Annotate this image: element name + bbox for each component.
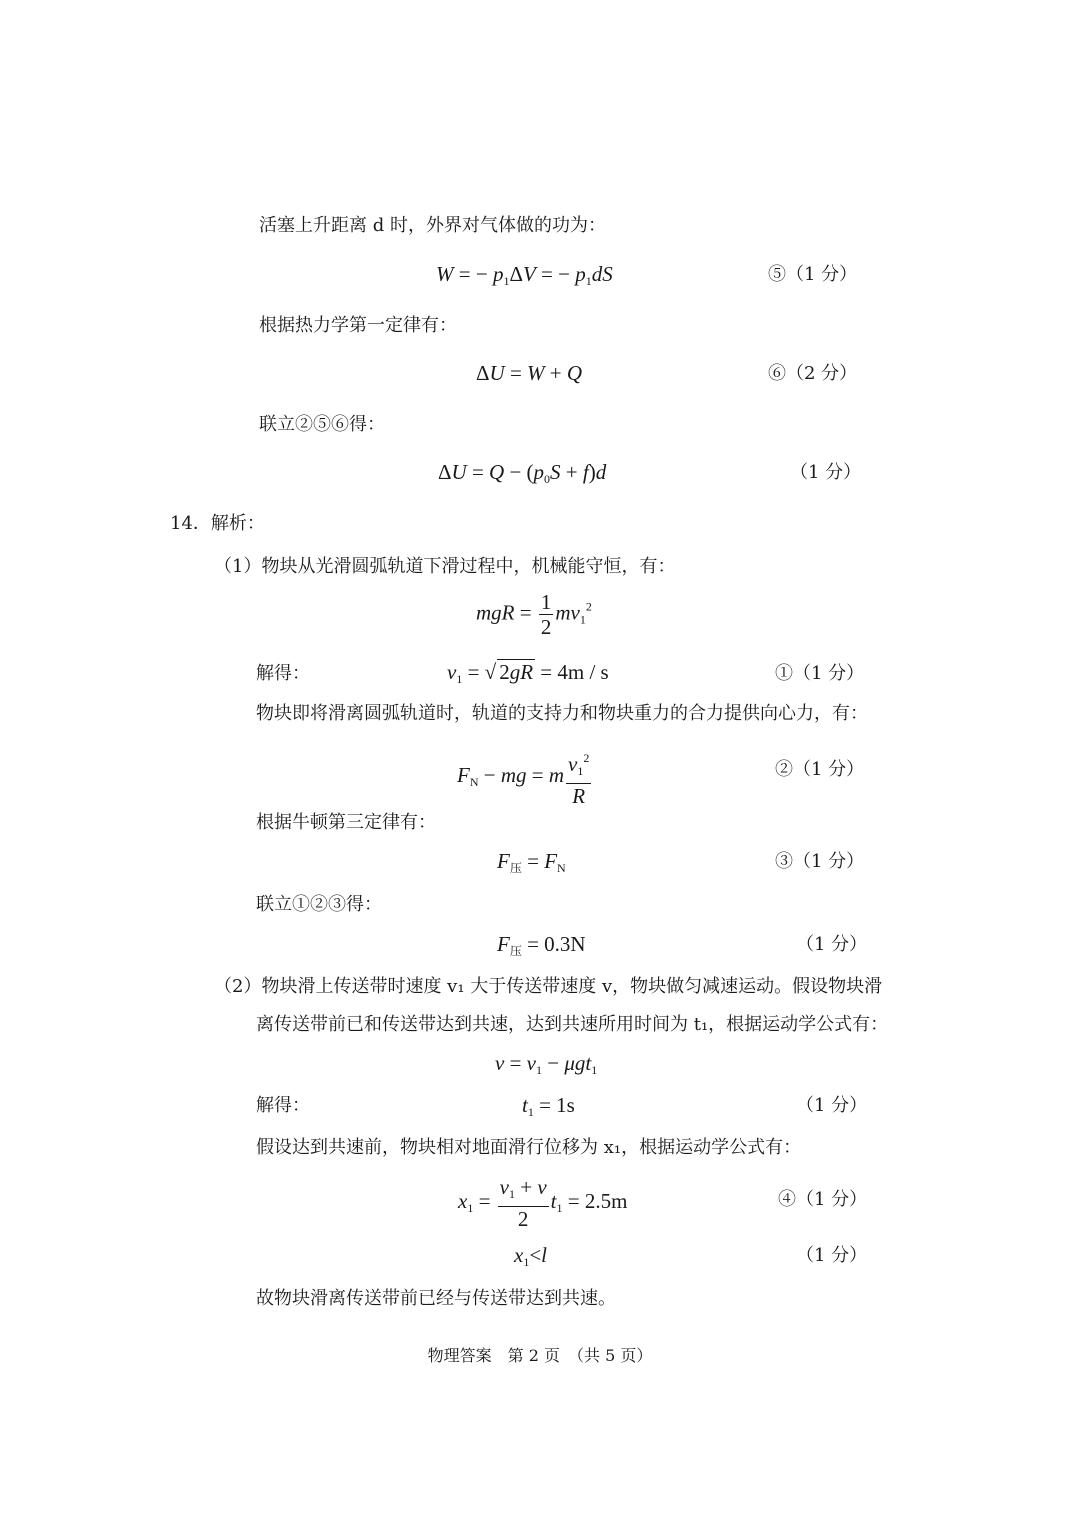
score-mark-final-13: （1 分） xyxy=(790,462,862,483)
displacement-intro: 假设达到共速前，物块相对地面滑行位移为 x₁，根据运动学公式有： xyxy=(256,1137,802,1158)
equation-delta-u: $\Delta U = Q - (p_0S + f)d$ xyxy=(438,460,607,486)
score-mark-6: ⑥（2 分） xyxy=(768,363,858,384)
equation-inequality: $x_1<l$ xyxy=(514,1243,548,1269)
solve-label-t1: 解得： xyxy=(256,1095,310,1116)
equation-energy: mgR = $\frac{1}{2}$ $mv_1^2$ xyxy=(476,590,592,639)
score-mark-2: ②（1 分） xyxy=(775,759,865,780)
conclusion: 故物块滑离传送带前已经与传送带达到共速。 xyxy=(256,1288,616,1309)
v1-result: = 4m / s xyxy=(540,660,609,684)
x1-result: = 2.5m xyxy=(567,1188,628,1213)
combine123-intro: 联立①②③得： xyxy=(256,894,382,915)
equation-centripetal: $F_N$ − mg = m $\frac{v_1^2}{R}$ xyxy=(457,746,593,808)
equation-force-result: $F_压 = 0.3N$ xyxy=(497,932,586,958)
thermo-intro: 根据热力学第一定律有： xyxy=(259,315,457,336)
equation-displacement: $x_1$ = $\frac{v_1 + v}{2}$ $t_1 = 2.5m$ xyxy=(458,1175,628,1231)
score-mark-4: ④（1 分） xyxy=(778,1189,868,1210)
score-mark-1: ①（1 分） xyxy=(775,663,865,684)
equation-v1: $v_1$ = √ 2gR = 4m / s xyxy=(447,660,609,686)
part2-line2: 离传送带前已和传送带达到共速，达到共速所用时间为 t₁，根据运动学公式有： xyxy=(256,1014,889,1035)
solve-label-v1: 解得： xyxy=(256,663,310,684)
part1-intro: （1）物块从光滑圆弧轨道下滑过程中，机械能守恒，有： xyxy=(214,556,676,577)
work-intro: 活塞上升距离 d 时，外界对气体做的功为： xyxy=(259,215,606,236)
score-mark-t1: （1 分） xyxy=(796,1095,868,1116)
combine-intro: 联立②⑤⑥得： xyxy=(259,414,385,435)
equation-pressure-force: $F_压 = F_N$ xyxy=(497,849,566,875)
question-14-title: 14．解析： xyxy=(170,513,265,534)
t1-result: = 1s xyxy=(539,1093,575,1117)
equation-first-law: ΔU = W + Q xyxy=(476,361,583,385)
part2-line1: （2）物块滑上传送带时速度 v₁ 大于传送带速度 v，物块做匀减速运动。假设物块滑 xyxy=(214,976,883,997)
page-footer: 物理答案 第 2 页 （共 5 页） xyxy=(427,1346,653,1365)
equation-velocity: $v = v_1 - \mu gt_1$ xyxy=(495,1051,598,1077)
score-mark-inequality: （1 分） xyxy=(796,1245,868,1266)
newton3-intro: 根据牛顿第三定律有： xyxy=(256,812,436,833)
equation-t1: $t_1 = 1s$ xyxy=(522,1093,575,1119)
centripetal-intro: 物块即将滑离圆弧轨道时，轨道的支持力和物块重力的合力提供向心力，有： xyxy=(256,703,868,724)
force-result: = 0.3N xyxy=(527,932,586,956)
score-mark-force: （1 分） xyxy=(796,934,868,955)
equation-work: W = − $p_1\Delta V$ = − $p_1dS$ xyxy=(436,262,613,288)
score-mark-5: ⑤（1 分） xyxy=(768,264,858,285)
score-mark-3: ③（1 分） xyxy=(775,851,865,872)
